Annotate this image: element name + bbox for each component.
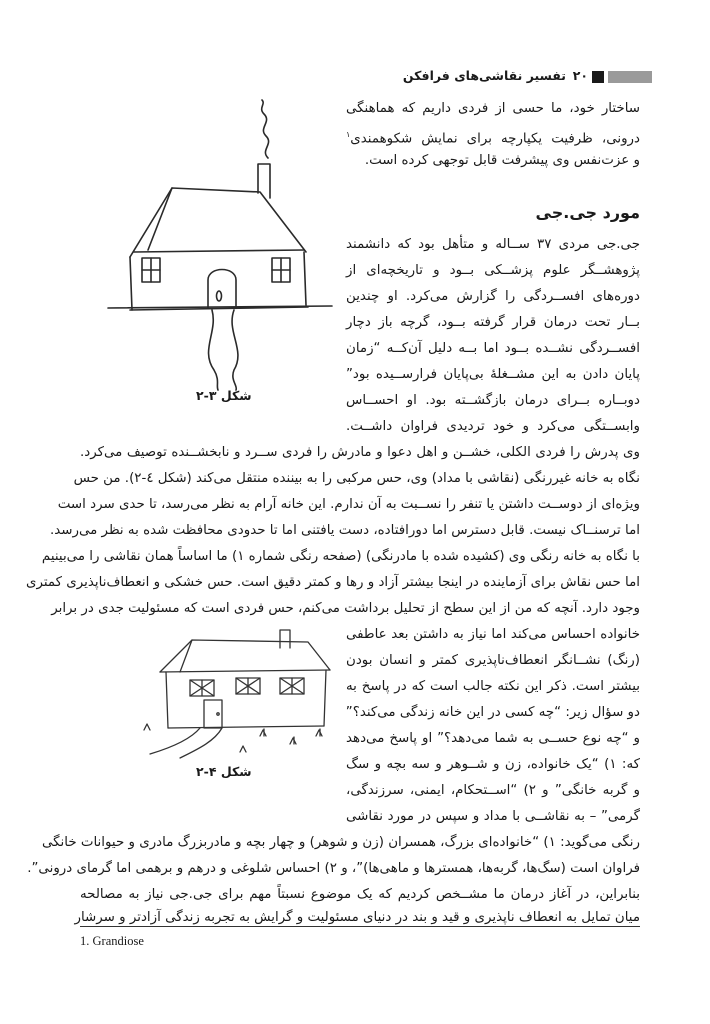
paragraph-line: بــار تحت درمان قرار گرفته بــود، گرچه باز دچار <box>346 315 640 330</box>
paragraph-line: بیشتر است. ذکر این نکته جالب است که در پاسخ به <box>346 679 640 694</box>
figure-caption: شکل ۳-۲ <box>196 388 252 403</box>
paragraph-line: با نگاه به خانه رنگی وی (کشیده شده با مادرنگی) (صفحه رنگی شماره ۱) ما اساساً همان نقاشی را می‌بینیم <box>41 549 640 564</box>
paragraph-line: دو سؤال زیر: “چه کسی در این خانه زندگی می‌کند؟” <box>345 705 640 720</box>
paragraph-line: پژوهشــگر علوم پزشــکی بــود و تاریخچه‌ای از <box>346 263 640 278</box>
paragraph-line <box>346 122 640 148</box>
paragraph-line-text: درونی، ظرفیت یکپارچه برای نمایش شکوهمندی <box>350 131 640 147</box>
running-title: تفسیر نقاشی‌های فرافکن <box>402 68 566 83</box>
paragraph-line: وی پدرش را فردی الکلی، خشــن و اهل دعوا و مادرش را فردی ســرد و نابخشــنده توصیف می‌کرد. <box>80 445 640 460</box>
house-drawing-pencil <box>100 100 340 390</box>
page-number: ۲۰ <box>572 68 588 83</box>
section-heading: مورد جی.جی <box>535 203 640 222</box>
paragraph-line: (رنگ) نشــانگر انعطاف‌ناپذیری کمتر و انسان بودن <box>346 653 640 668</box>
paragraph-line: اما ترسنــاک نیست. قابل دسترس اما دورافتاده، دست یافتنی اما تا حدودی محافظت شده به نظر می‌رسد. <box>50 523 640 538</box>
paragraph-line: و عزت‌نفس وی پیشرفت قابل توجهی کرده است. <box>364 153 640 168</box>
paragraph-line: اما حس نقاش برای آزماینده در اینجا بیشتر آزاد و رها و کمتر دقیق است. حس خشکی و انعطاف‌ناپذیری کمتری <box>26 575 640 590</box>
running-header <box>80 68 652 86</box>
header-black-square <box>592 71 604 83</box>
header-gray-bar <box>608 71 652 83</box>
paragraph-line: دوره‌های افســردگی را گزارش می‌کرد. او چندین <box>346 289 640 304</box>
paragraph-line: و “چه نوع حســی به شما می‌دهد؟” او پاسخ می‌دهد <box>346 731 640 746</box>
paragraph-line: بنابراین، در آغاز درمان ما مشــخص کردیم که یک موضوع نسبتاً مهم برای جی.جی نیاز به مصالحه <box>80 887 640 902</box>
paragraph-line: فراوان است (سگ‌ها، گربه‌ها، همسترها و ماهی‌ها)”، و ۲) احساس شلوغی و درهم و برهمی اما گرمای درونی”. <box>27 861 640 876</box>
paragraph-line: ویژه‌ای از دوســت داشتن یا تنفر را نســبت به آن ندارم. این خانه آرام به نظر می‌رسد، تا حدی سرد است <box>57 497 640 512</box>
paragraph-line: گرمی” – به نقاشــی با مداد و سپس در مورد نقاشی <box>346 809 640 824</box>
figure-caption: شکل ۴-۲ <box>196 764 252 779</box>
footnote-marker: ۱ <box>346 130 351 139</box>
paragraph-line: افســردگی نشــده بــود اما بــه دلیل آن‌کــه “زمان <box>346 341 640 356</box>
paragraph-line: نگاه به خانه غیررنگی (نقاشی با مداد) وی، حس مرکبی را به بیننده منتقل می‌کند (شکل ٤-۲). من حس <box>73 471 640 486</box>
paragraph-line: و گربه خانگی” و ۲) “اســتحکام، ایمنی، سرزندگی، <box>346 783 640 798</box>
paragraph-line: که: ۱) “یک خانواده، زن و شــوهر و سه بچه و سگ <box>346 757 640 772</box>
paragraph-line: وجود دارد. آنچه که من از این سطح از تحلیل برداشت می‌کنم، حس فردی است که مسئولیت جدی در برابر <box>51 601 640 616</box>
house-drawing-crayon <box>140 618 340 758</box>
paragraph-line: رنگی می‌گوید: ۱) “خانواده‌ای بزرگ، همسران (زن و شوهر) و چهار بچه و مادربزرگ مادری و حیوانات خانگی <box>41 835 640 850</box>
paragraph-line: میان تمایل به انعطاف ناپذیری و قید و بند در دنیای مسئولیت و گرایش به تجربه زندگی آزادتر و سرشار <box>74 910 640 925</box>
paragraph-line: خانواده احساس می‌کند اما نیاز به داشتن بعد عاطفی <box>346 627 640 642</box>
footnote: 1. Grandiose <box>80 934 144 948</box>
paragraph-line: ساختار خود، ما حسی از فردی داریم که هماهنگی <box>346 101 640 116</box>
paragraph-line: وابســتگی می‌کرد و خود تردیدی فراوان داشــت. <box>346 419 640 434</box>
paragraph-line: پایان دادن به این مشــغلهٔ بی‌پایان فرارســیده بود” <box>346 367 640 382</box>
paragraph-line: دوبــاره بــرای درمان بازگشــته بود. او احســاس <box>346 393 640 408</box>
paragraph-line: جی.جی مردی ۳۷ ســاله و متأهل بود که دانشمند <box>346 237 640 252</box>
footnote-rule <box>80 926 640 927</box>
